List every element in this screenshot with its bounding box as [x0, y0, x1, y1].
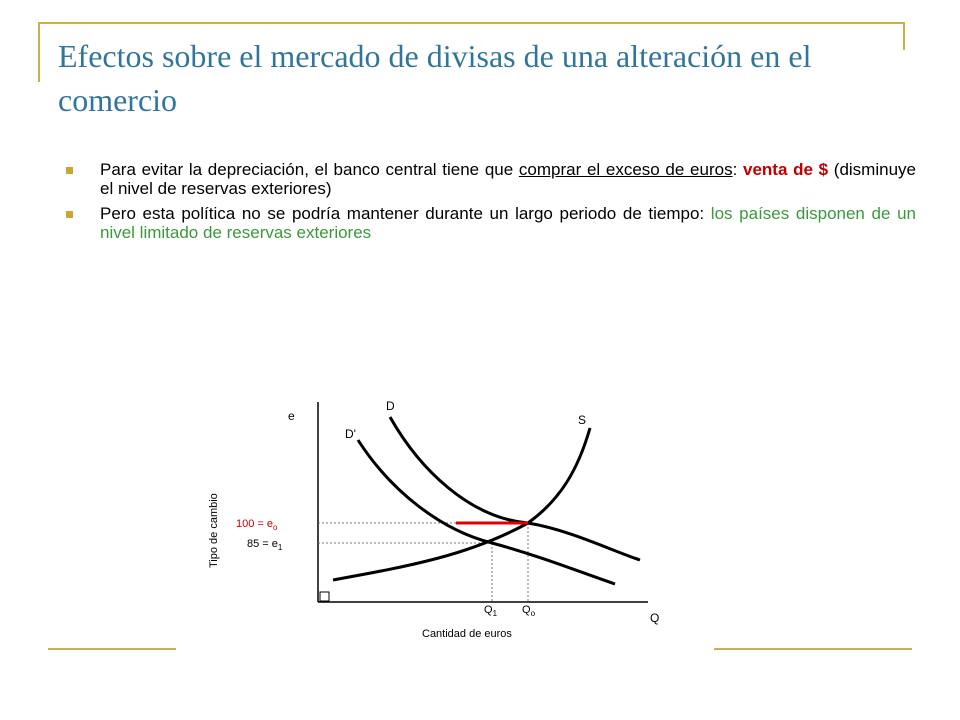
y-axis-title: Tipo de cambio — [208, 493, 220, 568]
footer-rule-right — [714, 648, 912, 650]
bullet2-highlight: los países disponen de un nivel limitado de reservas exteriores — [100, 204, 916, 242]
bullet1-text-b: : — [732, 160, 743, 179]
right-angle-mark — [320, 592, 329, 601]
demand-curve-d — [390, 417, 640, 560]
x-axis-title: Cantidad de euros — [422, 628, 512, 640]
slide-title: Efectos sobre el mercado de divisas de una alteración en el comercio — [58, 38, 812, 118]
curve-s-label: S — [578, 413, 587, 427]
q0-label: $Q_o$ — [522, 604, 536, 618]
bullet1-text-a: Para evitar la depreciación, el banco central tiene que — [100, 160, 519, 179]
bullet2-text-a: Pero esta política no se podría mantener durante un largo periodo de tiempo: — [100, 204, 711, 223]
curve-d-label: D — [386, 399, 395, 413]
bullet1-emphasis: venta de $ — [743, 160, 829, 179]
x-axis-symbol: Q — [650, 611, 660, 625]
footer-rule-left — [48, 648, 176, 650]
y-axis-symbol: e — [288, 409, 295, 423]
bullet1-underlined: comprar el exceso de euros — [518, 160, 733, 179]
level-high-label: $100 = e_o$ — [236, 518, 278, 532]
q1-label: $Q_1$ — [484, 604, 498, 618]
bullet1-text-c: (disminuye el nivel de reservas exteriores) — [100, 160, 916, 198]
supply-curve-s — [333, 428, 590, 580]
curve-d-prime-label: D' — [345, 427, 356, 441]
level-low-label: $85 = e_1$ — [247, 538, 283, 552]
